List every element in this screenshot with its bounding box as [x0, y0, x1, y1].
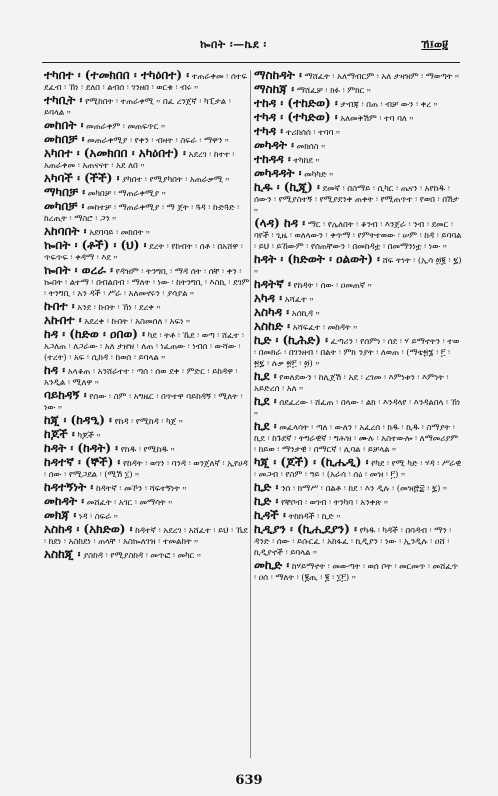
dictionary-entry: [44, 226, 252, 238]
dictionary-entry: [44, 315, 252, 327]
entry-headword: ተከዳ ፡ (ተከድወ) ፡: [254, 96, 338, 110]
entry-definition: ማር ፡ የሌለበት ፡ ቆንብ ፡ እንጀራ ፡ ንብ ፡ ደመር ፡ ባየች ፡ ጊዜ ፡ ወለላውን ፡ ቀጥማ ፡ የምትተወው ፡ ሠም ፡ ከዳ ፡ ይባባል ፡ ይህ ፡ ይኸውም ፡ የሰጠቸውን ፡ በመከዳቷ ፡ በመማንነቷ ፡ ነው ።: [254, 219, 462, 251]
entry-headword: ኪዱ ፡ (ኪጂ) ፡: [254, 180, 320, 194]
entry-headword: ኰበት ፡ (ቶች) ፡ (ህ) ፡: [44, 238, 147, 252]
dictionary-entry: [44, 201, 252, 224]
entry-definition: መካካድ ።: [304, 169, 334, 179]
dictionary-entry: [44, 482, 252, 494]
dictionary-entry: [254, 307, 462, 319]
dictionary-entry: [44, 187, 252, 199]
entry-headword: አካዳ ፡: [254, 291, 283, 305]
entry-definition: አሰኪዳ ።: [291, 308, 320, 318]
dictionary-entry: [44, 134, 252, 146]
dictionary-entry: [44, 510, 252, 522]
entry-definition: የሰው ፡ ስም ፡ አግዜር ፡ በጥተዋ ባይከዳኝ ፡ ሚለት ፡ ነው ።: [44, 391, 243, 412]
dictionary-entry: [254, 154, 462, 166]
entry-definition: የቸቦብ ፡ ወገብ ፡ ትንካባ ፡ አንቀጽ ።: [281, 497, 388, 507]
entry-definition: ሸፍ ትነት ፡ (ኢሳ ፴፪ ፡ ፯) ።: [254, 255, 462, 276]
right-column: [254, 70, 462, 760]
dictionary-entry: [254, 168, 462, 180]
dictionary-entry: [254, 182, 462, 216]
dictionary-entry: [44, 429, 252, 441]
dictionary-entry: [44, 524, 252, 547]
dictionary-entry: [254, 279, 462, 291]
entry-headword: ከዳተኛ ፡ (ኞች) ፡: [44, 455, 121, 469]
entry-headword: ከዳ ፡ (ከድወ ፡ ዐበወ) ፡: [44, 327, 145, 341]
entry-definition: የከዳት ፡ ሰው ፡ ዐመጠኛ ።: [293, 280, 372, 290]
entry-definition: መጠራቀሚያ ፡ የቀን ፡ ብዛት ፡ ስፍራ ፡ ማዋን ።: [87, 135, 229, 145]
entry-headword: አከባበት ፡: [44, 224, 87, 238]
entry-headword: ኪድ ፡ (ኪሕድ) ፡: [254, 333, 328, 347]
dictionary-entry: [44, 70, 252, 93]
entry-headword: ከጂ ፡ (ከዳዒ) ፡: [44, 413, 112, 427]
entry-definition: አደረገ ፡ ከተተ ፡ አጠራቀመ ፡ አጠናናተ ፡ አደ ለበ ።: [44, 149, 235, 170]
entry-headword: ካጂ ፡ (ጆች) ፡ (ኪሔዲ) ፡: [254, 455, 369, 469]
dictionary-entry: [44, 173, 252, 185]
entry-definition: ተካከደ ።: [293, 155, 320, 165]
entry-headword: መካበቻ ፡: [44, 199, 85, 213]
page-header: [40, 36, 458, 56]
dictionary-entry: [44, 457, 252, 480]
entry-headword: ኪዳች ፡: [254, 508, 286, 522]
entry-definition: ከሃይማኖት ፡ መውጣት ፡ ወሰ ቦት ፡ መርመጥ ፡ መሸፈጥ ፡ ዐሰ ፡ ማለት ፡ (፪ጢ ፡ ፪ ፡ ፲፫) ።: [254, 561, 458, 582]
column-divider: [250, 70, 251, 758]
entry-definition: ደረት ፡ የከብት ፡ ሰቶ ፡ በአሸዋ ፡ ጥፍጥፍ ፡ ቀዳማ ፡ እደ ።: [44, 241, 243, 262]
entry-definition: አደባባይ ፡ መክበት ።: [89, 227, 150, 237]
entry-headword: ከዳት ፡ (ክድወት ፡ ዐልወት) ፡: [254, 252, 380, 266]
dictionary-entry: [44, 120, 252, 132]
entry-definition: የካዱ ፡ ካዳች ፡ በባዳብ ፡ ማን ፡ ዳንድ ፡ ሰው ፡ ይሱርፈ ፡ አከፋፈ ፡ ኪዲያን ፡ ነው ፡ ኢንዲሉ ፡ ዐሸ ፡ ኪዲያኖች ፡ ይባላል ።: [254, 525, 452, 557]
header-rule: [42, 62, 460, 63]
entry-headword: ከዳተኝነት ፡: [44, 480, 94, 494]
dictionary-entry: [254, 70, 462, 82]
dictionary-entry: [254, 218, 462, 252]
entry-definition: መካበቻ ፡ ማጠራቀሚያ ።: [87, 188, 166, 198]
dictionary-entry: [44, 443, 252, 455]
dictionary-entry: [254, 524, 462, 558]
dictionary-entry: [254, 293, 462, 305]
dictionary-entry: [254, 321, 462, 333]
entry-headword: ማካበቻ ፡: [44, 185, 86, 199]
entry-headword: ተካዳ ፡: [254, 124, 284, 138]
entry-definition: መፈላሳት ፡ ጣለ ፡ ውለን ፡ አፈረሰ ፡ ክዱ ፡ ኪዱ ፡ ስማያት ፡ ኪደ ፡ ከጉደኛ ፡ ትግራዊኛ ፡ ግሕዝ ፡ ሙሉ ፡ አስተውሎ ፡ ለማመሪያም ፡ ከይወ ፡ ማንታዊ ፡ በማርኛ ፡ ሊባል ፡ ይቻላል ።: [254, 422, 459, 454]
dictionary-entry: [254, 371, 462, 394]
entry-headword: መከበቻ ፡: [44, 132, 85, 146]
entry-headword: (ላዳ) ከዳ ፡: [254, 216, 306, 230]
dictionary-entry: [254, 421, 462, 455]
entry-headword: ኩበተ ፡: [44, 299, 75, 313]
entry-definition: ማሸፈቻ ፡ ክፉ ፡ ምክር ።: [296, 85, 371, 95]
entry-headword: ኪዲያን ፡ (ኪሒደያን) ፡: [254, 522, 357, 536]
entry-definition: የካደ ፡ የሚ ካድ ፡ ሃዳ ፡ ሥራዊ ፡ መጋብ ፡ የስም ፡ ዓይ ፡ (አራሳ ፡ ሰዕ ፡ መዝ ፡ ፫) ።: [254, 458, 462, 479]
entry-headword: አኩበተ ፡: [44, 313, 82, 327]
entry-headword: ኰበት ፡ ወረራ ፡: [44, 263, 113, 277]
entry-headword: ከዳት ፡ (ከዳት) ፡: [44, 441, 119, 455]
entry-headword: መከበት ፡: [44, 118, 84, 132]
dictionary-entry: [254, 496, 462, 508]
entry-definition: ሰደፈረው ፡ ሸፈጠ ፡ በላው ፡ ልክ ፡ እንዳላየ ፡ እንዳልበላ ፡ ኸነ ።: [254, 397, 461, 418]
entry-definition: ደመኛ ፡ በስማይ ፡ ሲካር ፡ ጤናን ፡ አየከዱ ፡ ሰውን ፡ የሚያስተኝ ፡ የሚያደንቀ ጠቀት ፡ የሚጠጥተ ፡ የወበ ፡ በሽታ ።: [254, 183, 459, 215]
entry-definition: የከዱ ፡ የሚከዱ ።: [120, 444, 175, 454]
entry-definition: የሚከበት ፡ ተጠራቀሚ ። በፈ ረንጀኛ ፡ ካፒታል ፡ ይባላል ።: [44, 96, 231, 117]
entry-definition: ያካበተ ፡ የሚያካበት ፡ አጠራቃሚ ።: [122, 174, 230, 184]
entry-definition: ያስከዳ ፡ የሚያስከዳ ፡ መጥፎ ፡ መካር ።: [83, 550, 201, 560]
dictionary-entry: [254, 98, 462, 110]
entry-headword: መክጃ ፡: [44, 508, 77, 522]
entry-definition: አደረቀ ፡ ኩበት ፡ አስመሰለ ፡ አፍነ ።: [84, 316, 190, 326]
entry-definition: መሸፈት ፡ አገር ፡ መማሳት ።: [86, 497, 173, 507]
dictionary-entry: [254, 482, 462, 494]
entry-definition: ተጠራቀመ ፡ ሰተፍ ፡ ደፈብ ፡ ኸነ ፡ ደለበ ፡ ልብሰ ፡ ገንዘበ ፡ ወርቁ ፡ ብሩ ።: [44, 71, 252, 92]
entry-definition: መክሰስ ።: [296, 141, 326, 151]
entry-headword: ተካቢት ፡: [44, 93, 83, 107]
dictionary-entry: [44, 549, 252, 561]
entry-definition: ነዳ ፡ ስፍራ ።: [78, 511, 118, 521]
dictionary-entry: [44, 415, 252, 427]
dictionary-entry: [254, 560, 462, 583]
entry-definition: ካደ ፡ ትቶ ፡ ኼደ ፡ ወጣ ፡ ሸፈተ ፡ አጋለጠ ፡ ለጋራው ፡ አለ ታዘዝ ፡ ለጠ ፡ ነፈጠው ፡ ነብሰ ፡ ውሻው ፡ (ተረት) ፡ አፍ ፡ ሲከዳ ፡ ከወሰ ፡ ይባላል ።: [44, 330, 244, 362]
entry-definition: አሻፈተ ።: [284, 294, 314, 304]
dictionary-entry: [44, 390, 252, 413]
dictionary-entry: [44, 265, 252, 299]
entry-definition: ካጆች ።: [77, 430, 101, 440]
entry-definition: ማሸፈት ፡ አለማብርም ፡ አለ ታዛዝም ፡ ማወጣት ።: [304, 71, 459, 81]
dictionary-entry: [254, 112, 462, 124]
dictionary-entry: [254, 457, 462, 480]
dictionary-entry: [254, 510, 462, 522]
dictionary-entry: [254, 335, 462, 369]
dictionary-entry: [254, 254, 462, 277]
entry-headword: ከዳትኛ ፡: [254, 277, 291, 291]
entry-headword: አካበተ ፡ (አመክበበ ፡ አካዕበተ) ፡: [44, 146, 186, 160]
entry-headword: ኪድ ፡: [254, 480, 279, 494]
entry-headword: ተካበተ ፡ (ተመክበበ ፡ ተካዕበተ) ፡: [44, 70, 190, 82]
entry-headword: አስከዳ ፡ (አክድወ) ፡: [44, 522, 133, 536]
entry-headword: ከጆች ፡: [44, 427, 75, 441]
entry-headword: አስካዳ ፡: [254, 305, 290, 319]
dictionary-entry: [44, 365, 252, 388]
entry-headword: መካዳት ፡: [254, 138, 294, 152]
entry-headword: ባይከዳኝ ፡: [44, 388, 87, 402]
entry-definition: አለመቅሽም ፡ ተባ ባለ ።: [340, 113, 414, 123]
dictionary-entry: [254, 140, 462, 152]
entry-headword: ከዳ ፡: [44, 363, 66, 377]
dictionary-entry: [44, 240, 252, 263]
entry-definition: የከዳ ፡ የሚከዳ ፡ ካጀ ።: [114, 416, 183, 426]
entry-definition: አሻፍፈተ ፡ መከዳት ።: [292, 322, 358, 332]
entry-headword: ተከዳዳ ፡: [254, 152, 291, 166]
dictionary-entry: [254, 396, 462, 419]
entry-definition: የከዳት ፡ ወገን ፡ ባንዳ ፡ ወንጀለኛ ፡ ኢየሀዳ ፡ ሰው ፡ የሚጋደል ፡ (ሚሽ ፲) ።: [44, 458, 248, 479]
entry-headword: ተካዳ ፡ (ተካድወ) ፡: [254, 110, 338, 124]
entry-definition: መከተቻ ፡ ማጠራቀሚያ ፡ ማ ጀት ፡ ጓዳ ፡ ኩድጓድ ፡ ከረጢት ፡ ማስሮ ፡ ጋን ።: [44, 202, 240, 223]
entry-headword: አካባች ፡ (ችች) ፡: [44, 171, 120, 185]
entry-headword: ኪድ ፡: [254, 494, 279, 508]
dictionary-entry: [44, 95, 252, 118]
entry-headword: መከዳት ፡: [44, 494, 85, 508]
dictionary-entry: [254, 84, 462, 96]
entry-definition: የወለደውን ፡ ከሊጀሽ ፡ አደ ፡ ረገመ ፡ እምነቱን ፡ እምነት ፡ አይድረሰ ፡ አለ ።: [254, 372, 449, 393]
section-mark: ኸ፤ወ፱: [421, 38, 448, 51]
entry-definition: አንደ ፡ ኩበት ፡ ኸነ ፡ ደረቀ ።: [77, 302, 161, 312]
dictionary-entry: [44, 148, 252, 171]
entry-definition: አላቆጠ ፡ አንሸራተተ ፡ ጣሰ ፡ ሰወ ደቀ ፡ ምድር ፡ ይከዳዋ ፡ አንዲል ፡ ሚለዋ ።: [44, 366, 238, 387]
entry-definition: ንሰ ፡ ክማሥ ፡ በልቶ ፡ ከደ ፡ እን ዲሉ ፡ (መዝ፸፰ ፡ ፯) ።: [281, 483, 447, 493]
entry-definition: ከዳተኛ ፡ አደረገ ፡ አሸፈተ ፡ ይህ ፡ ኼደ ፡ ከደነ ፡ አስከደነ ፡ ጠላቸ ፡ አስኰለገዝ ፡ ተመልከት ።: [44, 525, 248, 546]
entry-definition: ተሪከሰሰ ፡ ተባባ ።: [285, 127, 340, 137]
entry-headword: አስከድ ፡: [254, 319, 291, 333]
page-number: 639: [235, 773, 263, 788]
entry-headword: ማስከዳት ፡: [254, 70, 302, 82]
entry-headword: ኪደ ፡: [254, 369, 277, 383]
entry-definition: ፈጣሪን ፡ የሰምነ ፡ ሰደ ፡ ሃ ይማኖትን ፡ ተወ ፡ በመክራ ፡ በገንዘብ ፡ በልት ፡ ምክ ንያት ፡ ለወጠ ፡ (ማቴ፳፮ ፡ ፫ ፡ ፳፯ ፡ ሉቃ ፳፫ ፡ ፴) ።: [254, 336, 460, 368]
dictionary-entry: [44, 301, 252, 313]
entry-definition: የዳዝም ፡ ትንግቢ ፡ ማዳ ሰት ፡ ሰቸ ፡ ቀን ፡ ኰበት ፡ ልተማ ፡ በብልበብ ፡ ማለት ፡ ነው ፡ ከትንግቢ ፡ እስኪ ፡ ደገም ፡ ትንግቢ ፡ አን ዳች ፡ ሥራ ፡ አለመኖሩን ፡ ያሳያል ።: [44, 266, 250, 298]
dictionary-entry: [254, 126, 462, 138]
entry-definition: ትከክዳች ፡ ኪድ ።: [288, 511, 341, 521]
entry-definition: መጠራቀም ፡ መጠፍጥር ።: [86, 121, 166, 131]
dictionary-entry: [44, 329, 252, 363]
entry-definition: ታብጃ ፡ በጠ ፡ ብቻ ውን ፡ ቀረ ።: [340, 99, 438, 109]
entry-headword: መኪድ ፡: [254, 558, 290, 572]
entry-headword: አስከጂ ፡: [44, 547, 81, 561]
entry-headword: ማስከጃ ፡: [254, 82, 295, 96]
entry-definition: ከዳትኛ ፡ መኾን ፡ ሻፍተኝነት ።: [95, 483, 187, 493]
entry-headword: መካዳዳት ፡: [254, 166, 302, 180]
entry-headword: ኪደ ፡: [254, 394, 277, 408]
running-title: ኰበት ፡—ኬደ ፡: [200, 38, 267, 51]
entry-headword: ኪደ ፡: [254, 419, 277, 433]
dictionary-entry: [44, 496, 252, 508]
left-column: [44, 70, 252, 760]
